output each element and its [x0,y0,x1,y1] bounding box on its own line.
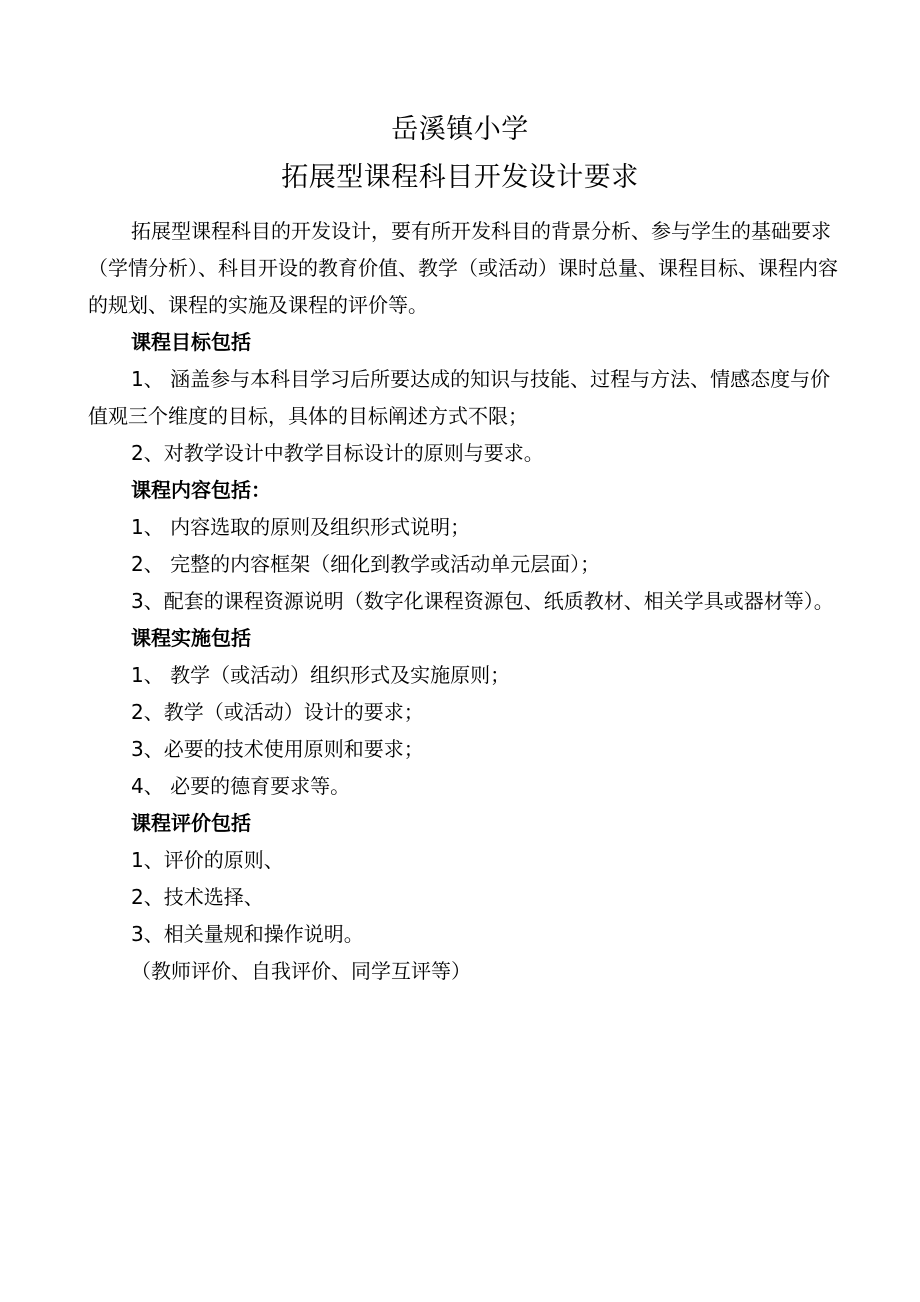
evaluation-item-2: 2、技术选择、 [131,885,264,909]
document-title: 拓展型课程科目开发设计要求 [281,162,639,193]
intro-paragraph: 拓展型课程科目的开发设计，要有所开发科目的背景分析、参与学生的基础要求（学情分析）、科目开设的教育价值、教学（或活动）课时总量、课程目标、课程内容的规划、课程的实施及课程的评价等。 [88,219,838,317]
content-item-1: 1、 内容选取的原则及组织形式说明； [131,515,471,539]
school-name: 岳溪镇小学 [391,114,529,145]
section-heading-content: 课程内容包括： [131,478,271,502]
implementation-item-4: 4、 必要的德育要求等。 [131,774,351,798]
goals-item-1: 1、 涵盖参与本科目学习后所要达成的知识与技能、过程与方法、情感态度与价值观三个维度的目标，具体的目标阐述方式不限； [88,367,831,428]
evaluation-item-3: 3、相关量规和操作说明。 [131,922,364,946]
implementation-item-2: 2、教学（或活动）设计的要求； [131,700,424,724]
implementation-item-1: 1、 教学（或活动）组织形式及实施原则； [131,663,511,687]
section-heading-implementation: 课程实施包括 [131,626,251,650]
section-heading-goals: 课程目标包括 [131,330,251,354]
evaluation-item-1: 1、评价的原则、 [131,848,284,872]
goals-item-2: 2、对教学设计中教学目标设计的原则与要求。 [131,441,544,465]
evaluation-note: （教师评价、自我评价、同学互评等） [131,959,471,983]
document-body [88,213,838,990]
section-heading-evaluation: 课程评价包括 [131,811,251,835]
content-item-2: 2、 完整的内容框架（细化到教学或活动单元层面）； [131,552,601,576]
implementation-item-3: 3、必要的技术使用原则和要求； [131,737,424,761]
content-item-3: 3、配套的课程资源说明（数字化课程资源包、纸质教材、相关学具或器材等）。 [131,589,834,613]
